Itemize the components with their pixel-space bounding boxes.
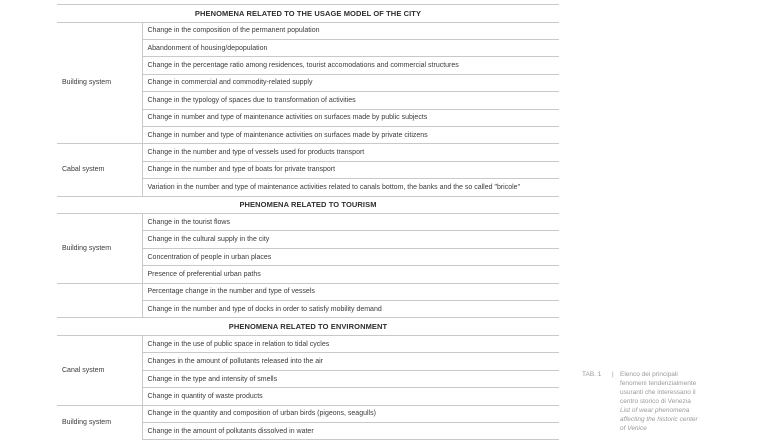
phenomenon-cell: Change in the type and intensity of smells xyxy=(142,370,559,387)
table-row xyxy=(57,405,559,422)
caption-english-line: List of wear phenomena xyxy=(620,407,690,414)
phenomenon-cell: Change in the number and type of boats for private transport xyxy=(142,161,559,178)
caption-tab-number: TAB. 1 xyxy=(582,371,602,378)
section-header-row xyxy=(57,196,559,214)
caption-italian-line: fenomeni tendenzialmente xyxy=(620,380,697,387)
phenomenon-cell: Change in commercial and commodity-related supply xyxy=(142,74,559,91)
caption-english-line: affecting the historic center xyxy=(620,416,698,423)
system-label: Building system xyxy=(57,214,142,284)
section-header-row xyxy=(57,318,559,336)
phenomenon-cell: Change in the typology of spaces due to transformation of activities xyxy=(142,92,559,109)
section-header-row xyxy=(57,5,559,23)
system-label: Building system xyxy=(57,405,142,440)
phenomenon-cell: Change in the quantity and composition of urban birds (pigeons, seagulls) xyxy=(142,405,559,422)
system-label: Cabal system xyxy=(57,144,142,196)
table-row xyxy=(57,336,559,353)
system-label xyxy=(57,283,142,318)
table-row xyxy=(57,22,559,39)
table-row xyxy=(57,214,559,231)
section-title: PHENOMENA RELATED TO TOURISM xyxy=(57,196,559,214)
phenomenon-cell: Change in the number and type of docks in order to satisfy mobility demand xyxy=(142,301,559,318)
caption-italian-line: usuranti che interessano il xyxy=(620,389,696,396)
phenomenon-cell: Presence of preferential urban paths xyxy=(142,266,559,283)
caption-english-line: of Venice xyxy=(620,425,647,432)
phenomenon-cell: Change in the tourist flows xyxy=(142,214,559,231)
phenomenon-cell: Change in the number and type of vessels used for products transport xyxy=(142,144,559,161)
phenomenon-cell: Change in the amount of pollutants dissolved in water xyxy=(142,422,559,439)
caption-italian-line: Elenco dei principali xyxy=(620,371,678,378)
phenomenon-cell: Change in number and type of maintenance activities on surfaces made by private citizens xyxy=(142,126,559,143)
phenomenon-cell: Change in the composition of the permanent population xyxy=(142,22,559,39)
caption-separator: | xyxy=(612,371,614,378)
phenomenon-cell: Percentage change in the number and type of vessels xyxy=(142,283,559,300)
section-title: PHENOMENA RELATED TO THE USAGE MODEL OF THE CITY xyxy=(57,5,559,23)
table-row xyxy=(57,144,559,161)
system-label: Building system xyxy=(57,22,142,144)
caption-italian-line: centro storico di Venezia xyxy=(620,398,691,405)
phenomenon-cell: Changes in the amount of pollutants released into the air xyxy=(142,353,559,370)
table-row xyxy=(57,283,559,300)
section-title: PHENOMENA RELATED TO ENVIRONMENT xyxy=(57,318,559,336)
system-label: Canal system xyxy=(57,336,142,406)
phenomenon-cell: Change in quantity of waste products xyxy=(142,388,559,405)
phenomenon-cell: Change in number and type of maintenance activities on surfaces made by public subjects xyxy=(142,109,559,126)
table-caption xyxy=(582,370,732,433)
phenomenon-cell: Abandonment of housing/depopulation xyxy=(142,39,559,56)
phenomenon-cell: Concentration of people in urban places xyxy=(142,248,559,265)
phenomenon-cell: Change in the use of public space in relation to tidal cycles xyxy=(142,336,559,353)
caption-first-line xyxy=(582,370,732,379)
phenomenon-cell: Variation in the number and type of maintenance activities related to canals bottom, the banks and the so called "bricole" xyxy=(142,179,559,196)
phenomenon-cell: Change in the cultural supply in the city xyxy=(142,231,559,248)
phenomena-table xyxy=(57,4,559,440)
phenomenon-cell: Change in the percentage ratio among residences, tourist accomodations and commercial structures xyxy=(142,57,559,74)
